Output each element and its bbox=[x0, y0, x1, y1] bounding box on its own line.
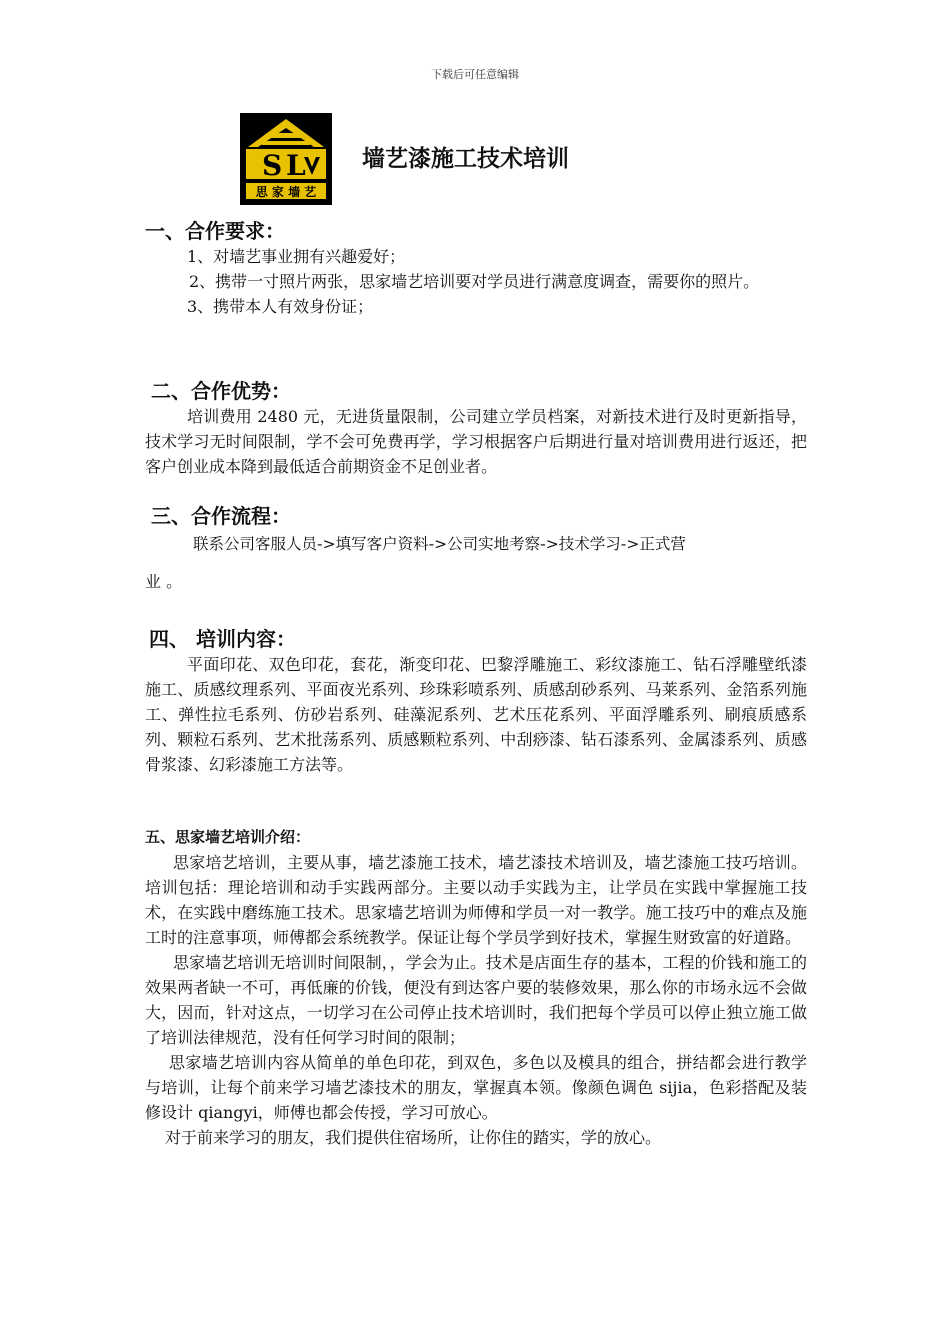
paragraph: 对于前来学习的朋友，我们提供住宿场所，让你住的踏实，学的放心。 bbox=[165, 1128, 662, 1147]
paragraph: 平面印花、双色印花，套花，渐变印花、巴黎浮雕施工、彩纹漆施工、钻石浮雕壁纸漆施工、质感纹理系列、平面夜光系列、珍珠彩喷系列、质感刮砂系列、马莱系列、金箔系列施工、弹性拉毛系列、仿砂岩系列、硅藻泥系列、艺术压花系列、平面浮雕系列、刷痕质感系列、颗粒石系列、艺术批荡系列、质感颗粒系列、中刮痧漆、钻石漆系列、金属漆系列、质感骨浆漆、幻彩漆施工方法等。 bbox=[145, 655, 807, 774]
paragraph: 培训费用 2480 元，无进货量限制，公司建立学员档案，对新技术进行及时更新指导，技术学习无时间限制，学不会可免费再学，学习根据客户后期进行量对培训费用进行返还，把客户创业成本降到最低适合前期资金不足创业者。 bbox=[145, 407, 807, 476]
section-heading: 三、合作流程： bbox=[151, 504, 291, 528]
section-requirements bbox=[145, 218, 807, 319]
flow-line: 联系公司客服人员->填写客户资料->公司实地考察->技术学习->正式营 bbox=[193, 535, 686, 553]
section-heading: 五、思家墙艺培训介绍： bbox=[145, 828, 311, 846]
company-logo bbox=[240, 113, 332, 205]
paragraph: 思家培艺培训，主要从事，墙艺漆施工技术，墙艺漆技术培训及，墙艺漆施工技巧培训。培训包括：理论培训和动手实践两部分。主要以动手实践为主，让学员在实践中掌握施工技术，在实践中磨练施工技术。思家墙艺培训为师傅和学员一对一教学。施工技巧中的难点及施工时的注意事项，师傅都会系统教学。保证让每个学员学到好技术，掌握生财致富的好道路。 bbox=[145, 853, 807, 947]
header-note: 下载后可任意编辑 bbox=[431, 68, 519, 81]
document-title: 墙艺漆施工技术培训 bbox=[362, 146, 569, 172]
section-advantages bbox=[145, 378, 807, 479]
section-heading: 四、 培训内容： bbox=[149, 627, 296, 651]
paragraph: 思家墙艺培训无培训时间限制，，学会为止。技术是店面生存的基本，工程的价钱和施工的效果两者缺一不可，再低廉的价钱，便没有到达客户要的装修效果，那么你的市场永远不会做大，因而，针对这点，一切学习在公司停止技术培训时，我们把每个学员可以停止独立施工做了培训法律规范，没有任何学习时间的限制； bbox=[145, 953, 807, 1047]
svg-text:S: S bbox=[262, 149, 283, 182]
section-introduction bbox=[145, 827, 807, 1150]
list-item: 3、携带本人有效身份证； bbox=[187, 297, 374, 316]
section-training-content bbox=[145, 626, 807, 777]
svg-text:思 家 墙 艺: 思 家 墙 艺 bbox=[255, 185, 317, 199]
paragraph: 思家墙艺培训内容从简单的单色印花，到双色，多色以及模具的组合，拼结都会进行教学与培训，让每个前来学习墙艺漆技术的朋友，掌握真本领。像颜色调色 sijia，色彩搭配及装修设计 qiangyi，师傅也都会传授，学习可放心。 bbox=[145, 1053, 807, 1122]
section-heading: 一、合作要求： bbox=[145, 219, 285, 243]
svg-text:L: L bbox=[286, 149, 306, 182]
flow-tail: 业 。 bbox=[145, 572, 183, 591]
list-item: 1、对墙艺事业拥有兴趣爱好； bbox=[187, 247, 406, 266]
section-process bbox=[145, 503, 807, 594]
section-heading: 二、合作优势： bbox=[151, 379, 291, 403]
list-item: 2、携带一寸照片两张，思家墙艺培训要对学员进行满意度调查，需要你的照片。 bbox=[189, 272, 760, 291]
logo-graphic bbox=[240, 113, 332, 205]
